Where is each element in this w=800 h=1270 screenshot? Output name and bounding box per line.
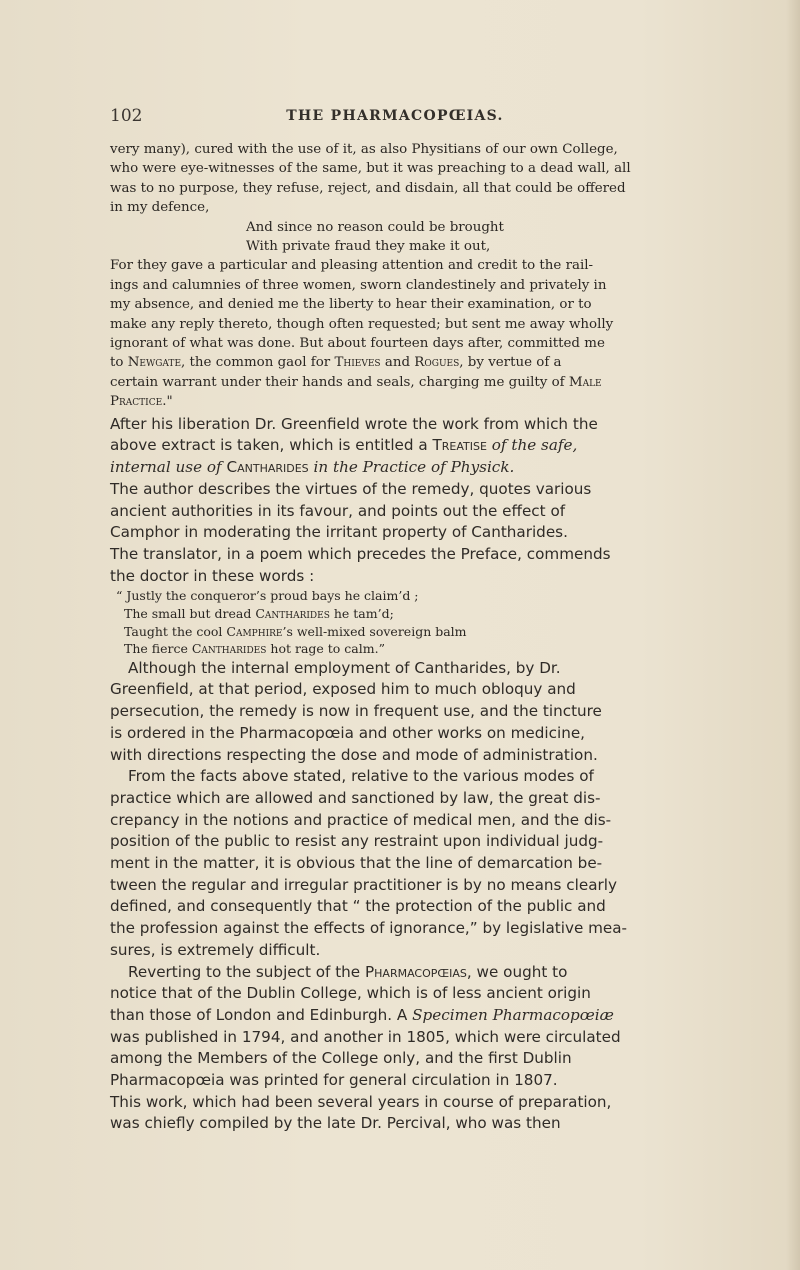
text-line [110, 373, 678, 392]
text-line: Although the internal employment of Cantharides, by Dr. [128, 658, 561, 677]
text-run: to [110, 355, 128, 371]
text-line: After his liberation Dr. Greenfield wrote the work from which the [110, 414, 598, 433]
text-line: The translator, in a poem which precedes the Preface, commends [110, 544, 611, 563]
text-line: practice which are allowed and sanctioned by law, the great dis- [110, 788, 601, 807]
small-caps-term: Rogues [414, 355, 460, 371]
text-line: crepancy in the notions and practice of medical men, and the dis- [110, 810, 612, 829]
page-body [110, 140, 678, 1135]
text-line: with directions respecting the dose and mode of administration. [110, 745, 598, 764]
text-run: ." [162, 394, 173, 410]
small-caps-term: Cantharides [255, 605, 330, 621]
text-line: This work, which had been several years in course of preparation, [110, 1092, 612, 1111]
text-line: notice that of the Dublin College, which is of less ancient origin [110, 984, 591, 1003]
text-line: Camphor in moderating the irritant property of Cantharides. [110, 523, 568, 542]
text-line [110, 435, 678, 457]
page-header [110, 106, 680, 130]
text-run: above extract is taken, which is entitled a [110, 436, 433, 455]
text-line [110, 962, 678, 984]
text-line: in my defence, [110, 200, 210, 216]
text-line: tween the regular and irregular practitioner is by no means clearly [110, 875, 617, 894]
text-run: The small but dread [124, 605, 256, 621]
small-caps-term: Thieves [334, 355, 381, 371]
running-title: THE PHARMACOPŒIAS. [286, 108, 504, 124]
small-caps-term: Pharmacopœias [364, 962, 467, 981]
text-line: ment in the matter, it is obvious that the line of demarcation be- [110, 854, 603, 873]
text-line: among the Members of the College only, and the first Dublin [110, 1049, 572, 1068]
text-line: was chiefly compiled by the late Dr. Percival, who was then [110, 1114, 561, 1133]
verse-line [124, 640, 678, 658]
text-line: was to no purpose, they refuse, reject, and disdain, all that could be offered [110, 180, 626, 196]
verse-line [124, 623, 678, 641]
text-line: From the facts above stated, relative to the various modes of [128, 767, 594, 786]
text-line [110, 353, 678, 372]
small-caps-term: Newgate [127, 355, 182, 371]
italic-title: in the Practice of Physick. [313, 458, 515, 477]
text-run: certain warrant under their hands and seals, charging me guilty of [110, 374, 569, 390]
verse-line: And since no reason could be brought [246, 219, 504, 235]
text-line: ignorant of what was done. But about fourteen days after, committed me [110, 336, 605, 352]
text-line [110, 392, 678, 411]
text-run: and [380, 355, 415, 371]
text-run: Taught the cool [124, 623, 227, 639]
text-line [110, 457, 678, 479]
small-caps-term: Treatise [432, 436, 487, 455]
body-paragraph-3 [110, 766, 678, 961]
italic-title: internal use of [110, 458, 222, 477]
text-line: ancient authorities in its favour, and points out the effect of [110, 501, 566, 520]
verse-line: With private fraud they make it out, [246, 239, 491, 255]
text-line: The author describes the virtues of the remedy, quotes various [110, 479, 592, 498]
text-run: he tam’d; [329, 605, 394, 621]
small-caps-term: Cantharides [226, 458, 309, 477]
text-line: persecution, the remedy is now in frequent use, and the tincture [110, 702, 602, 721]
text-line: the doctor in these words : [110, 566, 315, 585]
small-caps-term: Cantharides [191, 641, 267, 657]
text-run: hot rage to calm.” [266, 641, 385, 657]
text-line: Pharmacopœia was printed for general circulation in 1807. [110, 1071, 558, 1090]
text-run: , we ought to [466, 962, 568, 981]
text-line: For they gave a particular and pleasing attention and credit to the rail- [110, 258, 594, 274]
text-run: than those of London and Edinburgh. A [110, 1005, 413, 1024]
text-line: the profession against the effects of ignorance,” by legislative mea- [110, 919, 628, 938]
italic-title: Specimen Pharmacopœiæ [412, 1005, 614, 1024]
text-line: is ordered in the Pharmacopœia and other works on medicine, [110, 723, 585, 742]
text-run: Reverting to the subject of the [128, 962, 365, 981]
body-paragraph-1 [110, 414, 678, 588]
italic-title: of the safe, [491, 436, 578, 455]
quoted-paragraph-1 [110, 140, 678, 218]
page-edge-shadow [786, 0, 800, 1270]
verse-line [124, 605, 678, 623]
verse-line: “ Justly the conqueror’s proud bays he claim’d ; [116, 588, 419, 604]
text-line: my absence, and denied me the liberty to hear their examination, or to [110, 297, 592, 313]
small-caps-term: Male [568, 374, 602, 390]
verse-quatrain [116, 587, 678, 657]
text-line: make any reply thereto, though often requested; but sent me away wholly [110, 316, 614, 332]
text-run: , the common gaol for [181, 355, 335, 371]
text-line [110, 1005, 678, 1027]
text-run: ’s well-mixed sovereign balm [282, 623, 467, 639]
body-paragraph-2 [110, 658, 678, 767]
small-caps-term: Camphire [226, 623, 283, 639]
text-line: was published in 1794, and another in 1805, which were circulated [110, 1027, 621, 1046]
text-line: Greenfield, at that period, exposed him to much obloquy and [110, 680, 576, 699]
text-line: defined, and consequently that “ the protection of the public and [110, 897, 606, 916]
text-line: who were eye-witnesses of the same, but it was preaching to a dead wall, all [110, 161, 631, 177]
body-paragraph-4 [110, 962, 678, 1136]
page-number: 102 [110, 106, 143, 126]
text-line: very many), cured with the use of it, as also Physitians of our own College, [110, 142, 618, 157]
small-caps-term: Practice [110, 394, 163, 410]
text-line: position of the public to resist any restraint upon individual judg- [110, 832, 604, 851]
text-line: sures, is extremely difficult. [110, 940, 321, 959]
quoted-paragraph-2 [110, 256, 678, 411]
text-run: The fierce [124, 641, 192, 657]
verse-couplet [246, 218, 678, 257]
text-line: ings and calumnies of three women, sworn clandestinely and privately in [110, 277, 607, 293]
text-run: , by vertue of a [459, 355, 562, 371]
